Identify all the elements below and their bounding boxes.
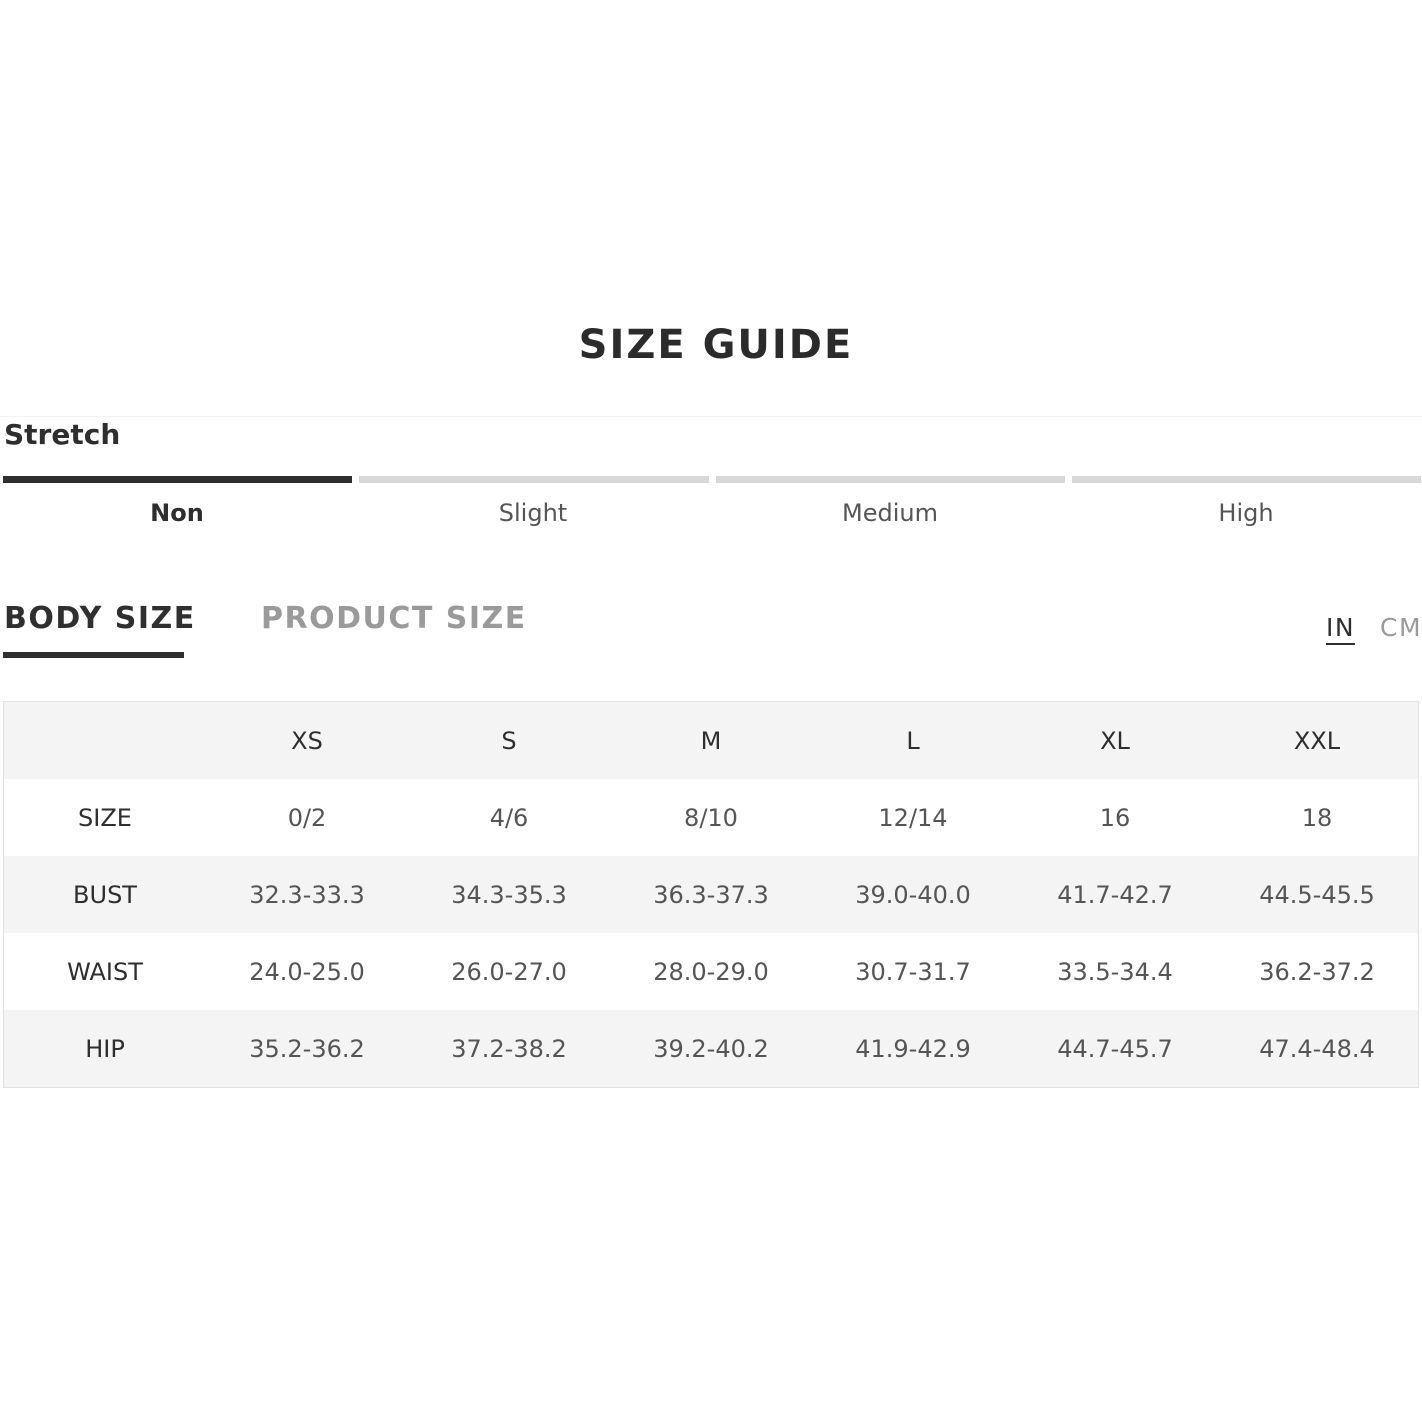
column-header: L <box>906 726 920 755</box>
table-cell: 37.2-38.2 <box>451 1034 567 1063</box>
row-label: WAIST <box>67 957 143 986</box>
table-cell: 8/10 <box>684 803 738 832</box>
table-row <box>4 933 1418 1010</box>
table-cell: 28.0-29.0 <box>653 957 769 986</box>
table-cell: 12/14 <box>878 803 948 832</box>
table-cell: 36.2-37.2 <box>1259 957 1375 986</box>
table-cell: 41.7-42.7 <box>1057 880 1173 909</box>
stretch-option-slight: Slight <box>498 499 568 527</box>
table-cell: 4/6 <box>489 803 529 832</box>
table-header-row <box>4 702 1418 779</box>
stretch-label: Stretch <box>4 418 121 451</box>
column-header: S <box>501 726 517 755</box>
table-cell: 39.2-40.2 <box>653 1034 769 1063</box>
stretch-option-medium: Medium <box>842 499 938 527</box>
page-title: SIZE GUIDE <box>578 322 854 368</box>
column-header: XL <box>1100 726 1130 755</box>
table-row <box>4 856 1418 933</box>
tab-body-size[interactable]: BODY SIZE <box>4 601 196 636</box>
unit-in-toggle[interactable]: IN <box>1326 613 1356 642</box>
stretch-bar-medium <box>716 476 1065 483</box>
table-cell: 44.5-45.5 <box>1259 880 1375 909</box>
table-cell: 47.4-48.4 <box>1259 1034 1375 1063</box>
stretch-option-non: Non <box>150 499 204 527</box>
table-cell: 16 <box>1099 803 1131 832</box>
table-cell: 0/2 <box>287 803 327 832</box>
table-cell: 39.0-40.0 <box>855 880 971 909</box>
table-row <box>4 779 1418 856</box>
table-cell: 35.2-36.2 <box>249 1034 365 1063</box>
active-tab-indicator <box>3 652 184 658</box>
unit-cm-toggle[interactable]: CM <box>1380 613 1422 642</box>
stretch-bar-non <box>3 476 352 483</box>
table-cell: 18 <box>1301 803 1333 832</box>
stretch-bar-slight <box>359 476 709 483</box>
table-cell: 34.3-35.3 <box>451 880 567 909</box>
column-header: XXL <box>1293 726 1341 755</box>
column-header: XS <box>291 726 323 755</box>
row-label: BUST <box>73 880 137 909</box>
section-divider <box>0 416 1422 417</box>
stretch-bar-high <box>1072 476 1421 483</box>
column-header: M <box>700 726 722 755</box>
table-cell: 41.9-42.9 <box>855 1034 971 1063</box>
table-cell: 32.3-33.3 <box>249 880 365 909</box>
table-row <box>4 1010 1418 1087</box>
row-label: SIZE <box>78 803 132 832</box>
table-cell: 26.0-27.0 <box>451 957 567 986</box>
table-cell: 24.0-25.0 <box>249 957 365 986</box>
table-cell: 44.7-45.7 <box>1057 1034 1173 1063</box>
table-cell: 33.5-34.4 <box>1057 957 1173 986</box>
active-unit-indicator <box>1326 643 1355 645</box>
table-cell: 30.7-31.7 <box>855 957 971 986</box>
stretch-option-high: High <box>1218 499 1274 527</box>
tab-product-size[interactable]: PRODUCT SIZE <box>261 601 527 636</box>
size-table <box>3 701 1419 1088</box>
row-label: HIP <box>85 1034 125 1063</box>
table-cell: 36.3-37.3 <box>653 880 769 909</box>
